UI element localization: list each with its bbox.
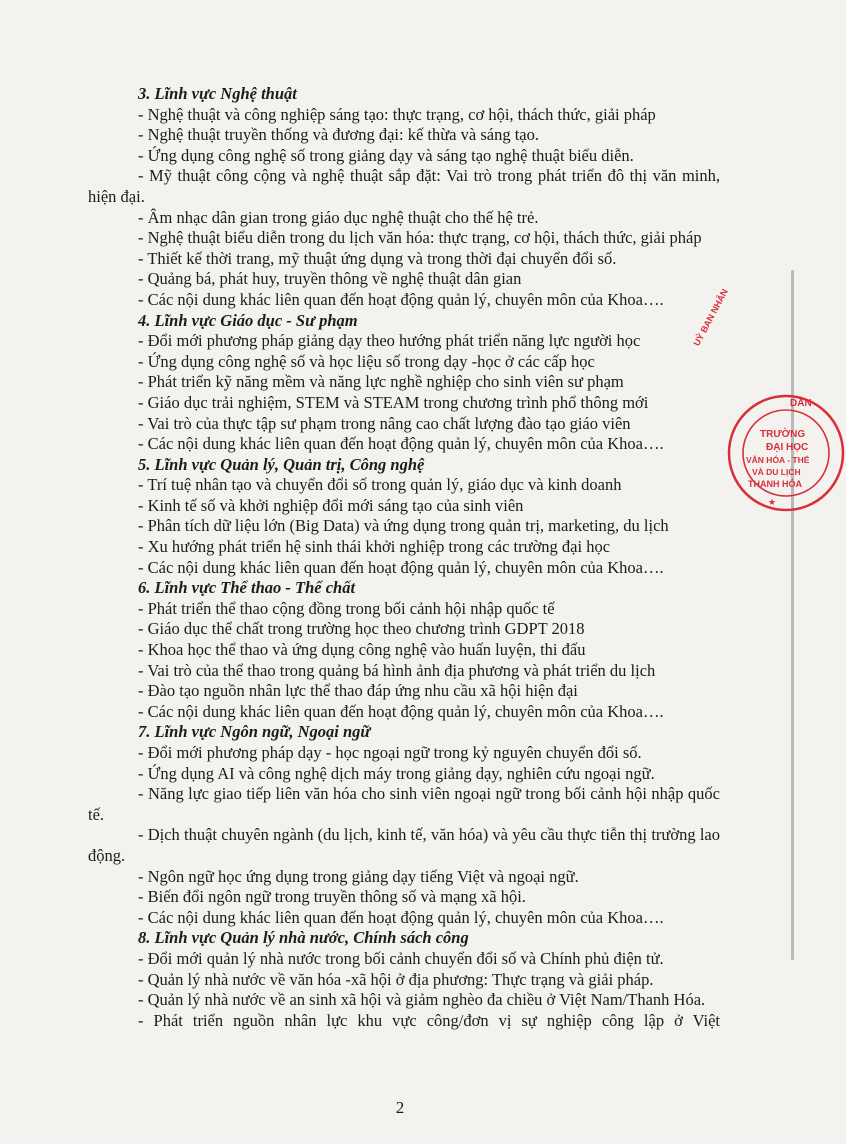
- seal-line-2: ĐẠI HỌC: [766, 442, 809, 453]
- list-item: - Phân tích dữ liệu lớn (Big Data) và ứng dụng trong quản trị, marketing, du lịch: [138, 516, 669, 536]
- scrollbar[interactable]: [791, 270, 794, 960]
- list-item: - Quản lý nhà nước về an sinh xã hội và giảm nghèo đa chiều ở Việt Nam/Thanh Hóa.: [138, 990, 706, 1010]
- list-item: - Nghệ thuật biểu diễn trong du lịch văn hóa: thực trạng, cơ hội, thách thức, giải pháp: [138, 228, 702, 248]
- list-item: - Mỹ thuật công cộng và nghệ thuật sắp đặt: Vai trò trong phát triển đô thị văn minh, hiện đại.: [88, 166, 720, 206]
- seal-line-3: VĂN HÓA - THỂ: [746, 455, 810, 465]
- page-number: 2: [395, 1098, 405, 1117]
- seal-star-icon: ★: [768, 497, 777, 507]
- list-item: - Các nội dung khác liên quan đến hoạt động quản lý, chuyên môn của Khoa….: [138, 434, 664, 454]
- list-item: - Quản lý nhà nước về văn hóa -xã hội ở địa phương: Thực trạng và giải pháp.: [138, 969, 654, 989]
- seal-line-1: TRƯỜNG: [760, 429, 806, 440]
- list-item: - Ứng dụng công nghệ số và học liệu số trong dạy -học ở các cấp học: [138, 351, 595, 371]
- list-item: - Phát triển nguồn nhân lực khu vực công/đơn vị sự nghiệp công lập ở Việt: [138, 1010, 720, 1030]
- list-item: - Ứng dụng AI và công nghệ dịch máy trong giảng dạy, nghiên cứu ngoại ngữ.: [138, 763, 655, 783]
- list-item: - Dịch thuật chuyên ngành (du lịch, kinh tế, văn hóa) và yêu cầu thực tiễn thị trường lao động.: [88, 825, 720, 865]
- list-item: - Các nội dung khác liên quan đến hoạt động quản lý, chuyên môn của Khoa….: [138, 289, 664, 309]
- list-item: - Quảng bá, phát huy, truyền thông về nghệ thuật dân gian: [138, 269, 522, 289]
- section-heading: 6. Lĩnh vực Thể thao - Thể chất: [138, 578, 356, 598]
- red-seal-stamp: [691, 287, 846, 513]
- list-item: - Xu hướng phát triển hệ sinh thái khởi nghiệp trong các trường đại học: [138, 537, 611, 557]
- list-item: - Âm nhạc dân gian trong giáo dục nghệ thuật cho thế hệ trẻ.: [138, 207, 539, 227]
- document-content: [88, 84, 720, 1031]
- list-item: - Biến đổi ngôn ngữ trong truyền thông số và mạng xã hội.: [138, 887, 526, 907]
- list-item: - Năng lực giao tiếp liên văn hóa cho sinh viên ngoại ngữ trong bối cảnh hội nhập quốc tế.: [88, 784, 720, 824]
- list-item: - Vai trò của thực tập sư phạm trong nâng cao chất lượng đào tạo giáo viên: [138, 413, 631, 433]
- list-item: - Các nội dung khác liên quan đến hoạt động quản lý, chuyên môn của Khoa….: [138, 907, 664, 927]
- seal-left-text: UỶ BAN NHÂN: [691, 287, 730, 348]
- list-item: - Phát triển kỹ năng mềm và năng lực nghề nghiệp cho sinh viên sư phạm: [138, 372, 624, 392]
- seal-line-5: THANH HÓA: [748, 479, 802, 489]
- list-item: - Giáo dục trải nghiệm, STEM và STEAM trong chương trình phổ thông mới: [138, 392, 649, 412]
- list-item: - Thiết kế thời trang, mỹ thuật ứng dụng và trong thời đại chuyển đổi số.: [138, 248, 617, 268]
- list-item: - Khoa học thể thao và ứng dụng công nghệ vào huấn luyện, thi đấu: [138, 640, 586, 660]
- list-item: - Ứng dụng công nghệ số trong giảng dạy và sáng tạo nghệ thuật biểu diễn.: [138, 145, 634, 165]
- list-item: - Các nội dung khác liên quan đến hoạt động quản lý, chuyên môn của Khoa….: [138, 701, 664, 721]
- section-heading: 5. Lĩnh vực Quản lý, Quản trị, Công nghệ: [138, 454, 425, 474]
- list-item: - Trí tuệ nhân tạo và chuyển đổi số trong quản lý, giáo dục và kinh doanh: [138, 475, 622, 495]
- section-heading: 8. Lĩnh vực Quản lý nhà nước, Chính sách công: [138, 928, 469, 948]
- seal-line-4: VÀ DU LỊCH: [752, 467, 801, 477]
- list-item: - Giáo dục thể chất trong trường học theo chương trình GDPT 2018: [138, 619, 585, 639]
- list-item: - Kinh tế số và khởi nghiệp đổi mới sáng tạo của sinh viên: [138, 495, 524, 515]
- list-item: - Đào tạo nguồn nhân lực thể thao đáp ứng nhu cầu xã hội hiện đại: [138, 681, 578, 701]
- list-item: - Nghệ thuật và công nghiệp sáng tạo: thực trạng, cơ hội, thách thức, giải pháp: [138, 104, 656, 124]
- section-heading: 7. Lĩnh vực Ngôn ngữ, Ngoại ngữ: [138, 722, 371, 742]
- section-heading: 3. Lĩnh vực Nghệ thuật: [138, 84, 297, 103]
- seal-top-text: DÂN: [790, 398, 812, 409]
- list-item: - Đổi mới phương pháp dạy - học ngoại ngữ trong kỷ nguyên chuyển đổi số.: [138, 743, 642, 762]
- list-item: - Phát triển thể thao cộng đồng trong bối cảnh hội nhập quốc tế: [138, 598, 555, 618]
- list-item: - Ngôn ngữ học ứng dụng trong giảng dạy tiếng Việt và ngoại ngữ.: [138, 866, 579, 886]
- list-item: - Nghệ thuật truyền thống và đương đại: kế thừa và sáng tạo.: [138, 125, 539, 145]
- list-item: - Đổi mới phương pháp giảng dạy theo hướng phát triển năng lực người học: [138, 331, 641, 351]
- list-item: - Đổi mới quản lý nhà nước trong bối cảnh chuyển đổi số và Chính phủ điện tử.: [138, 948, 664, 968]
- section-heading: 4. Lĩnh vực Giáo dục - Sư phạm: [138, 310, 358, 330]
- list-item: - Các nội dung khác liên quan đến hoạt động quản lý, chuyên môn của Khoa….: [138, 557, 664, 577]
- list-item: - Vai trò của thể thao trong quảng bá hình ảnh địa phương và phát triển du lịch: [138, 660, 656, 680]
